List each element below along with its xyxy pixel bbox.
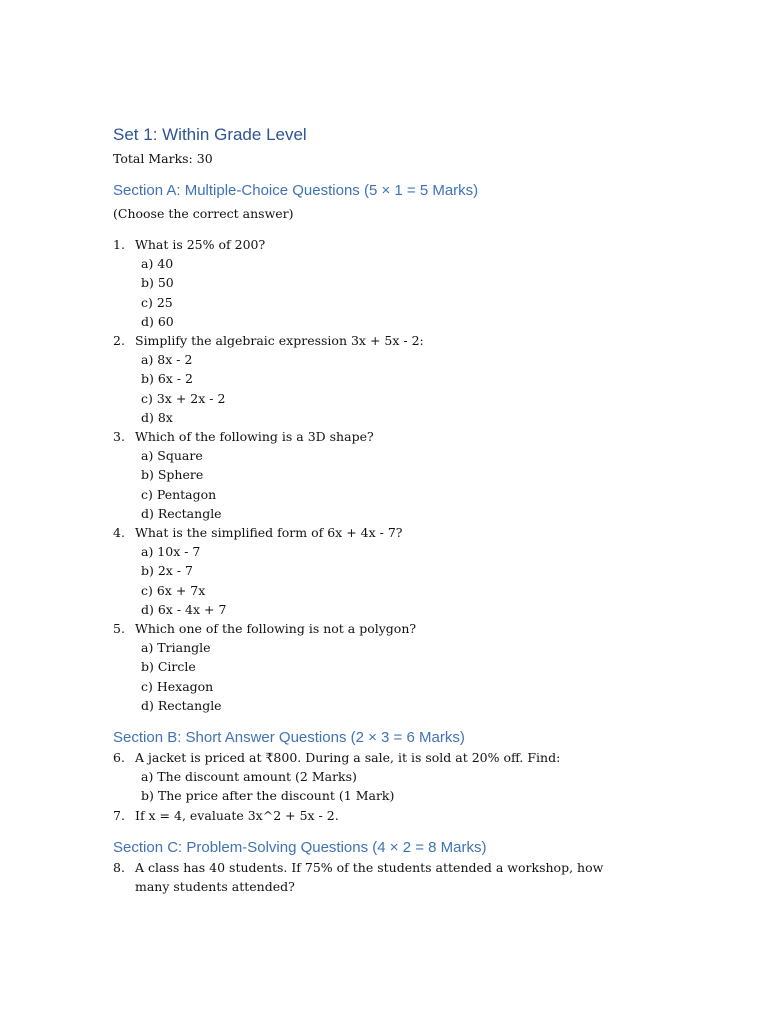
question-number: 8. [113,859,125,875]
option: b) Sphere [141,467,204,483]
section-a-heading: Section A: Multiple-Choice Questions (5 × 1 = 5 Marks) [113,182,479,199]
set-title: Set 1: Within Grade Level [113,125,307,144]
option: a) 10x - 7 [141,544,201,560]
option: a) 40 [141,256,174,272]
option: c) Hexagon [141,678,214,694]
option: c) 3x + 2x - 2 [141,390,226,406]
option: a) Triangle [141,640,211,656]
question-4 [113,523,673,542]
option: b) 6x - 2 [141,371,193,387]
option: c) 6x + 7x [141,582,206,598]
question-text: If x = 4, evaluate 3x^2 + 5x - 2. [135,807,339,823]
question-text: Which one of the following is not a polygon? [135,621,417,637]
option: d) 8x [141,409,173,425]
question-3 [113,427,673,446]
question-number: 1. [113,237,125,252]
option: d) 6x - 4x + 7 [141,601,227,617]
option: d) 60 [141,313,174,329]
option: a) Square [141,448,203,464]
option: a) The discount amount (2 Marks) [141,769,357,785]
section-a-note: (Choose the correct answer) [113,206,294,221]
question-number: 3. [113,429,125,445]
total-marks: Total Marks: 30 [113,151,213,166]
question-number: 2. [113,333,125,349]
section-c-heading: Section C: Problem-Solving Questions (4 × 2 = 8 Marks) [113,838,487,856]
question-number: 6. [113,750,125,766]
question-7 [113,806,673,825]
option: c) Pentagon [141,486,217,502]
option: a) 8x - 2 [141,352,193,368]
option: b) Circle [141,659,196,675]
question-text: A jacket is priced at ₹800. During a sale, it is sold at 20% off. Find: [135,750,561,766]
question-1 [113,235,673,254]
option: c) 25 [141,294,173,310]
question-8 [113,858,673,896]
question-text: A class has 40 students. If 75% of the students attended a workshop, how many students attended? [135,859,604,895]
question-text: What is the simplified form of 6x + 4x - 7? [135,525,403,541]
option: d) Rectangle [141,697,222,713]
option: b) 2x - 7 [141,563,193,579]
section-b-heading: Section B: Short Answer Questions (2 × 3 = 6 Marks) [113,729,465,747]
question-text: What is 25% of 200? [135,237,266,252]
option: b) The price after the discount (1 Mark) [141,788,395,804]
question-2 [113,331,673,350]
section-c-questions [113,858,673,896]
question-number: 4. [113,525,125,541]
option: d) Rectangle [141,505,222,521]
question-number: 5. [113,621,125,637]
option: b) 50 [141,275,174,291]
question-number: 7. [113,807,125,823]
section-b-questions [113,748,673,825]
question-text: Simplify the algebraic expression 3x + 5x - 2: [135,333,424,349]
question-6 [113,748,673,767]
question-5 [113,619,673,638]
worksheet [113,124,673,896]
question-text: Which of the following is a 3D shape? [135,429,374,445]
section-a-questions [113,235,673,715]
